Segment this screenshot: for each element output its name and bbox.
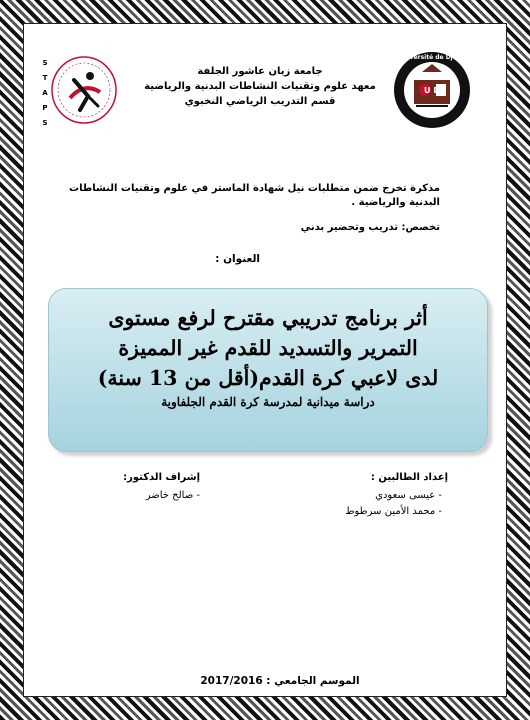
student-name: - عيسى سعودي (375, 490, 442, 501)
logo-letter: S (42, 119, 48, 127)
thesis-line: البدنية والرياضية . (351, 197, 440, 208)
university-name: جامعة زيان عاشور الجلفة (197, 66, 323, 77)
staps-logo (40, 52, 122, 128)
supervisor-heading: إشراف الدكتور: (123, 472, 200, 483)
university-seal-logo (392, 50, 472, 130)
thesis-line: مذكرة تخرج ضمن متطلبات نيل شهادة الماستر في علوم وتقنيات النشاطات (69, 183, 440, 194)
institution-header (140, 64, 380, 109)
institute-name: معهد علوم وتقنيات النشاطات البدنية والرياضية (144, 81, 376, 92)
title-label: العنوان : (215, 253, 260, 265)
title-subtitle: دراسة ميدانية لمدرسة كرة القدم الجلفاوية (161, 395, 375, 409)
department-name: قسم التدريب الرياضي النخبوي (184, 96, 336, 107)
logo-letter: T (42, 74, 48, 82)
supervisor-name: - صالح خاضر (145, 490, 200, 501)
logo-letter: S (42, 59, 48, 67)
student-name: - محمد الأمين سرطوط (345, 506, 442, 517)
specialty: تخصص: تدريب وتحضير بدني (300, 222, 440, 233)
logo-letter: A (42, 89, 48, 97)
title-box (48, 288, 488, 452)
thesis-statement (60, 182, 440, 210)
seal-letters: U D (424, 86, 440, 95)
students-heading: إعداد الطالبين : (370, 472, 448, 483)
title-line: أثر برنامج تدريبي مقترح لرفع مستوى (108, 306, 428, 330)
academic-season: الموسم الجامعي : 2017/2016 (200, 675, 360, 687)
title-line: التمرير والتسديد للقدم غير المميزة (118, 336, 418, 360)
title-line: لدى لاعبي كرة القدم(أقل من 13 سنة) (97, 366, 439, 390)
seal-text: Université de Djelfa (398, 54, 466, 61)
logo-letter: P (42, 104, 48, 112)
